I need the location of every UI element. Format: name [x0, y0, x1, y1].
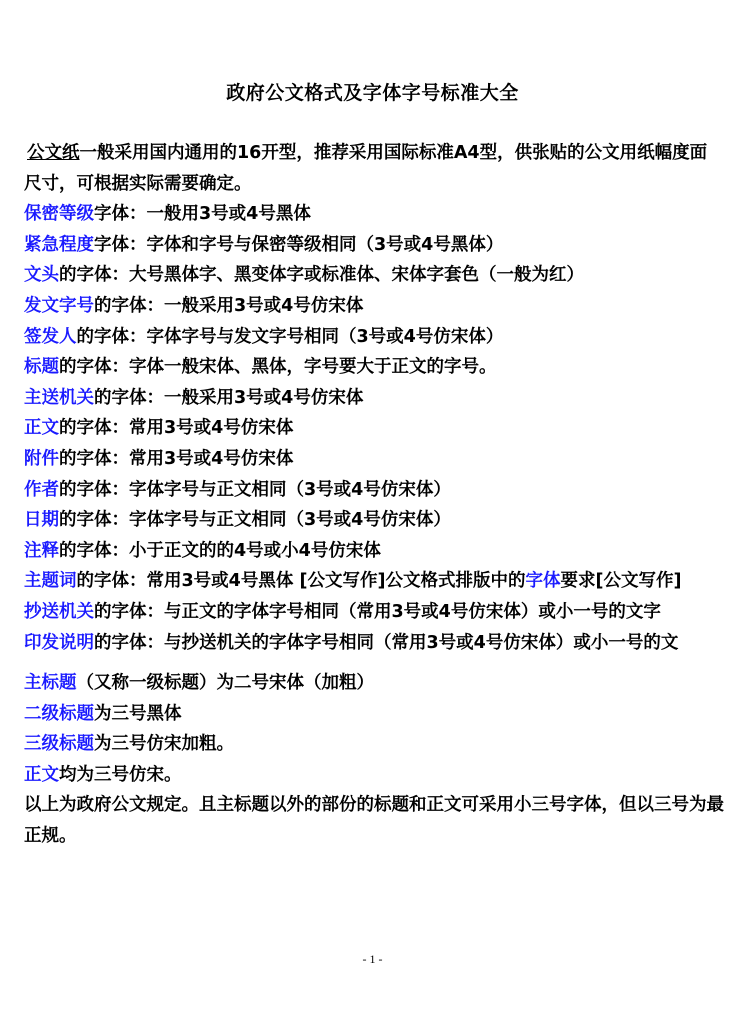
conclusion-paragraph: 以上为政府公文规定。且主标题以外的部份的标题和正文可采用小三号字体，但以三号为最正规。: [24, 795, 724, 847]
spec-line: [24, 475, 724, 506]
heading-line: [24, 668, 724, 699]
spec-term: 抄送机关: [24, 601, 94, 622]
spec-line: [24, 199, 724, 230]
heading-term: 三级标题: [24, 734, 94, 755]
spec-term: 标题: [24, 357, 59, 378]
spec-text: 的字体：常用3号或4号仿宋体: [59, 448, 294, 469]
spec-text: 的字体：大号黑体字、黑变体字或标准体、宋体字套色（一般为红）: [59, 265, 584, 286]
heading-text: 为三号仿宋加粗。: [94, 734, 234, 755]
heading-line: [24, 760, 724, 791]
spec-term: 保密等级: [24, 204, 94, 225]
spec-term: 发文字号: [24, 295, 94, 316]
heading-line: [24, 699, 724, 730]
spec-term: 主送机关: [24, 387, 94, 408]
intro-text: 一般采用国内通用的16开型，推荐采用国际标准A4型，供张贴的公文用纸幅度面尺寸，可根据实际需要确定。: [24, 143, 708, 194]
spec-term: 紧急程度: [24, 234, 94, 255]
spec-line: [24, 260, 724, 291]
heading-text: （又称一级标题）为二号宋体（加粗）: [76, 673, 374, 694]
spec-text: 的字体：字体字号与正文相同（3号或4号仿宋体）: [59, 479, 451, 500]
spec-text: 的字体：与抄送机关的字体字号相同（常用3号或4号仿宋体）或小一号的文: [94, 632, 679, 653]
spec-text: 的字体：与正文的字体字号相同（常用3号或4号仿宋体）或小一号的文字: [94, 601, 661, 622]
spec-text: 的字体：常用3号或4号仿宋体: [59, 418, 294, 439]
document-body: [24, 138, 724, 852]
spec-line: [24, 383, 724, 414]
spec-line: [24, 444, 724, 475]
spec-text: 字体：一般用3号或4号黑体: [94, 204, 311, 225]
heading-term: 二级标题: [24, 703, 94, 724]
spec-term: 主题词: [24, 571, 77, 592]
link-term: 字体: [525, 571, 561, 592]
spec-line: [24, 505, 724, 536]
spec-line: [24, 352, 724, 383]
spec-text: 的字体：小于正文的的4号或小4号仿宋体: [59, 540, 381, 561]
spec-line: [24, 322, 724, 353]
spec-line: [24, 413, 724, 444]
heading-text: 均为三号仿宋。: [59, 764, 182, 785]
heading-line: [24, 729, 724, 760]
spec-term: 签发人: [24, 326, 77, 347]
page-number: - 1 -: [362, 952, 383, 966]
spec-line: [24, 628, 724, 659]
spec-text: 的字体：一般采用3号或4号仿宋体: [94, 387, 364, 408]
spec-term: 印发说明: [24, 632, 94, 653]
spec-line: [24, 536, 724, 567]
spec-term: 作者: [24, 479, 59, 500]
spec-text: 字体：字体和字号与保密等级相同（3号或4号黑体）: [94, 234, 504, 255]
spec-text: 要求[公文写作]: [560, 571, 682, 592]
spec-term: 正文: [24, 418, 59, 439]
subject-line: [24, 566, 724, 597]
heading-term: 主标题: [24, 673, 77, 694]
intro-term: 公文纸: [27, 143, 80, 163]
spec-text: 的字体：字体字号与正文相同（3号或4号仿宋体）: [59, 510, 451, 531]
spec-term: 日期: [24, 510, 59, 531]
spec-text: 的字体：常用3号或4号黑体 [公文写作]公文格式排版中的: [76, 571, 526, 592]
spec-line: [24, 597, 724, 628]
spec-line: [24, 291, 724, 322]
spec-text: 的字体：字体一般宋体、黑体，字号要大于正文的字号。: [59, 357, 497, 378]
spec-line: [24, 230, 724, 261]
document-title: 政府公文格式及字体字号标准大全: [226, 82, 519, 104]
heading-term: 正文: [24, 764, 59, 785]
spec-text: 的字体：一般采用3号或4号仿宋体: [94, 295, 364, 316]
spec-term: 文头: [24, 265, 59, 286]
intro-paragraph: [24, 138, 724, 199]
spec-term: 附件: [24, 448, 59, 469]
spec-term: 注释: [24, 540, 59, 561]
heading-text: 为三号黑体: [94, 703, 182, 724]
spec-text: 的字体：字体字号与发文字号相同（3号或4号仿宋体）: [76, 326, 504, 347]
